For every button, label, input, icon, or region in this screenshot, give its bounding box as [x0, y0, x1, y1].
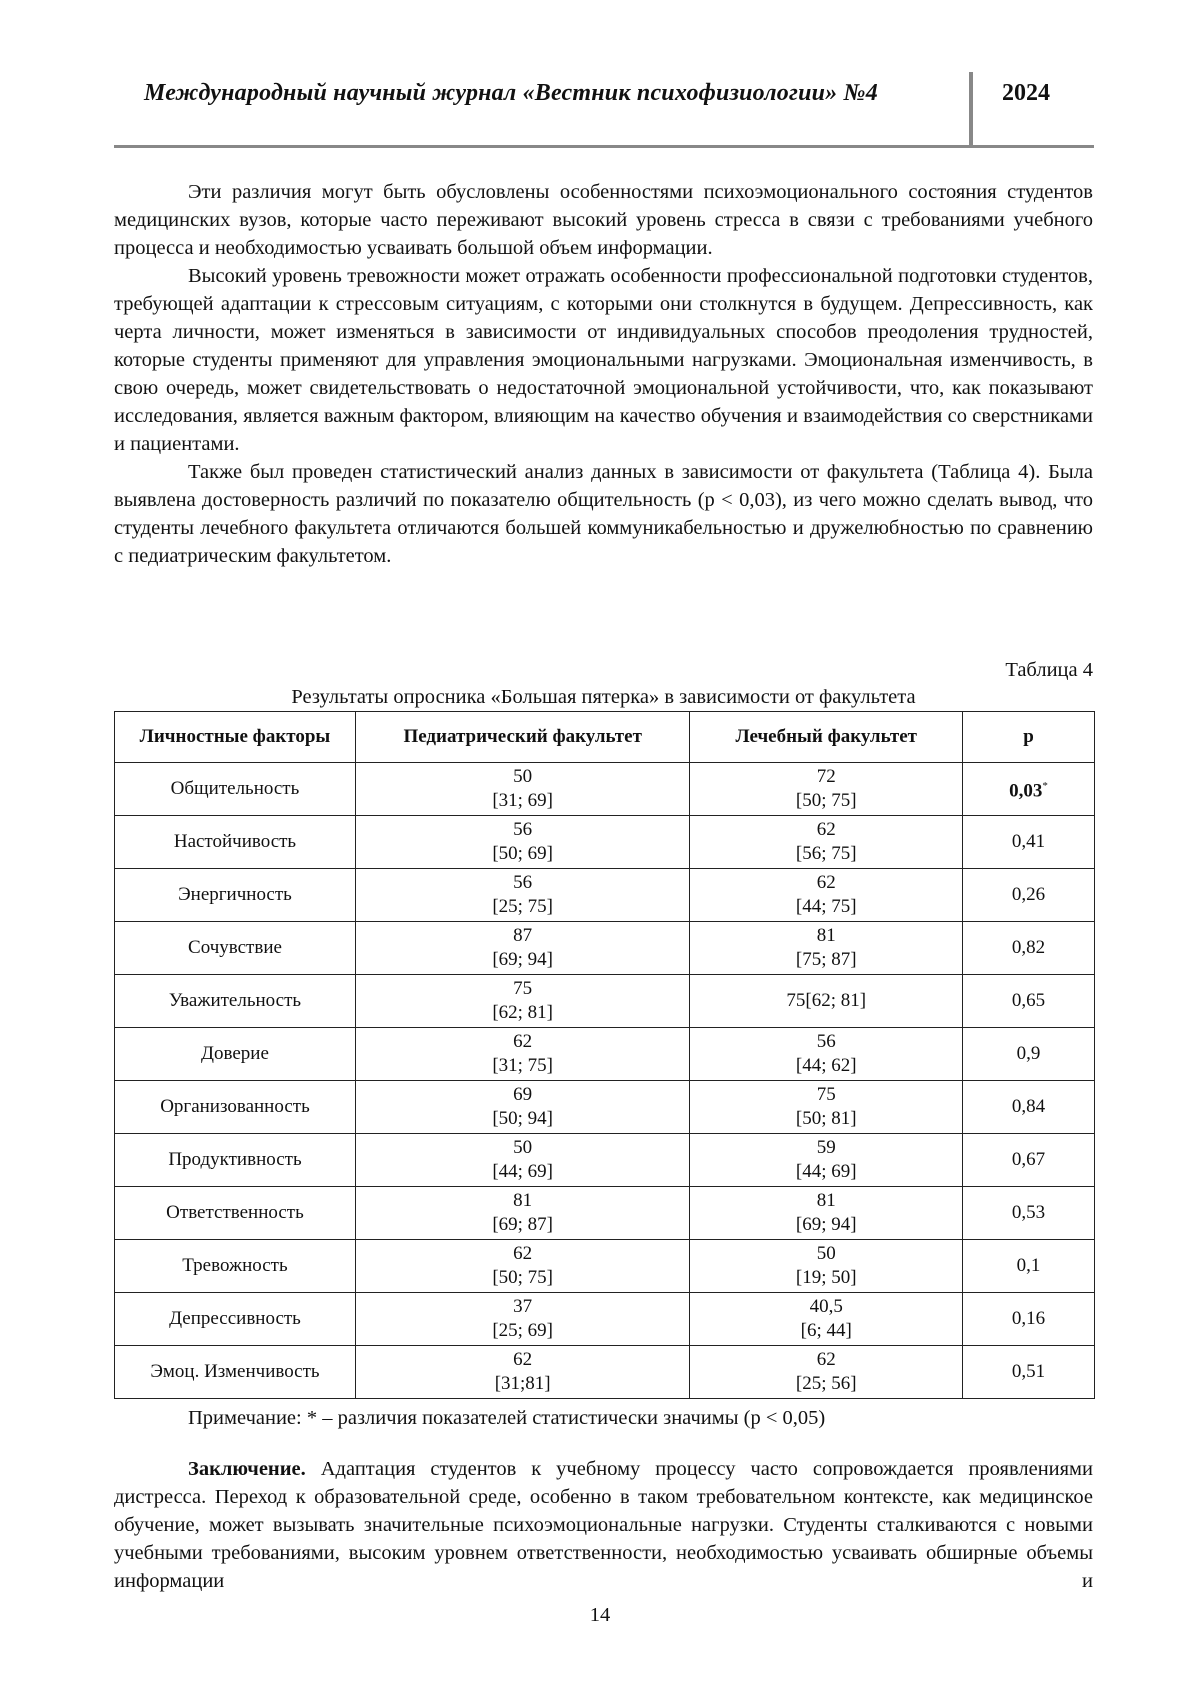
- pediatric-cell: [355, 922, 689, 975]
- conclusion-paragraph: [114, 1455, 1093, 1595]
- general-medicine-range: [44; 62]: [795, 1055, 857, 1076]
- pediatric-median: 62: [513, 1031, 533, 1052]
- general-medicine-median: 62: [816, 819, 836, 840]
- pediatric-cell: [355, 1134, 689, 1187]
- pediatric-median: 87: [513, 925, 533, 946]
- general-medicine-median: 40,5: [809, 1296, 843, 1317]
- conclusion-heading: Заключение.: [188, 1458, 306, 1480]
- general-medicine-range: [25; 56]: [795, 1373, 857, 1394]
- general-medicine-cell: [690, 1028, 963, 1081]
- pediatric-median: 81: [513, 1190, 533, 1211]
- factor-cell: Депрессивность: [115, 1293, 356, 1346]
- pediatric-cell: [355, 1240, 689, 1293]
- p-value-cell: 0,26: [963, 869, 1095, 922]
- p-value-cell: 0,53: [963, 1187, 1095, 1240]
- pediatric-range: [25; 75]: [492, 896, 554, 917]
- general-medicine-median: 50: [816, 1243, 836, 1264]
- pediatric-range: [31; 75]: [492, 1055, 554, 1076]
- pediatric-cell: [355, 816, 689, 869]
- p-value: 0,03: [1009, 780, 1043, 802]
- header-horizontal-divider: [114, 145, 1094, 148]
- general-medicine-cell: 75[62; 81]: [690, 975, 963, 1028]
- factor-cell: Тревожность: [115, 1240, 356, 1293]
- p-value-cell: 0,67: [963, 1134, 1095, 1187]
- table-row: [115, 763, 1095, 816]
- general-medicine-median: 72: [816, 766, 836, 787]
- general-medicine-cell: [690, 1134, 963, 1187]
- general-medicine-median: 81: [816, 1190, 836, 1211]
- factor-cell: Эмоц. Изменчивость: [115, 1346, 356, 1399]
- general-medicine-range: [44; 75]: [795, 896, 857, 917]
- pediatric-cell: [355, 1028, 689, 1081]
- table-row: [115, 1134, 1095, 1187]
- factor-cell: Настойчивость: [115, 816, 356, 869]
- general-medicine-cell: [690, 1187, 963, 1240]
- general-medicine-median: 62: [816, 872, 836, 893]
- pediatric-cell: [355, 1293, 689, 1346]
- general-medicine-range: [44; 69]: [795, 1161, 857, 1182]
- page-number: 14: [589, 1604, 611, 1626]
- pediatric-median: 50: [513, 1137, 533, 1158]
- table-label: Таблица 4: [1005, 659, 1093, 681]
- pediatric-median: 69: [513, 1084, 533, 1105]
- pediatric-median: 62: [513, 1349, 533, 1370]
- header-factors: Личностные факторы: [115, 712, 356, 763]
- general-medicine-range: [56; 75]: [795, 843, 857, 864]
- header-general-medicine: Лечебный факультет: [690, 712, 963, 763]
- paragraph-3: Также был проведен статистический анализ данных в зависимости от факультета (Таблица 4). Была выявлена достоверность различий по показателю общительность (p < 0,03), из чего можно сделать вывод, что студенты лечебного факультета отличаются большей коммуникабельностью и дружелюбностью по сравнению с педиатрическим факультетом.: [114, 461, 1093, 567]
- pediatric-range: [31;81]: [494, 1373, 551, 1394]
- pediatric-cell: [355, 975, 689, 1028]
- general-medicine-cell: [690, 816, 963, 869]
- conclusion-section: [114, 1455, 1093, 1595]
- p-value-cell-significant: [963, 763, 1095, 816]
- p-value-cell: 0,16: [963, 1293, 1095, 1346]
- general-medicine-cell: [690, 869, 963, 922]
- table-row: [115, 1028, 1095, 1081]
- general-medicine-range: [75; 87]: [795, 949, 857, 970]
- table-row: [115, 1240, 1095, 1293]
- factor-cell: Сочувствие: [115, 922, 356, 975]
- p-value-cell: 0,1: [963, 1240, 1095, 1293]
- general-medicine-range: [50; 81]: [795, 1108, 857, 1129]
- table-row: [115, 975, 1095, 1028]
- body-paragraphs: [114, 178, 1093, 570]
- factor-cell: Продуктивность: [115, 1134, 356, 1187]
- pediatric-range: [31; 69]: [492, 790, 554, 811]
- factor-cell: Уважительность: [115, 975, 356, 1028]
- pediatric-median: 50: [513, 766, 533, 787]
- pediatric-median: 37: [513, 1296, 533, 1317]
- general-medicine-range: [50; 75]: [795, 790, 857, 811]
- page-header: [114, 72, 1094, 148]
- pediatric-median: 56: [513, 819, 533, 840]
- header-pediatric: Педиатрический факультет: [355, 712, 689, 763]
- p-value-cell: 0,9: [963, 1028, 1095, 1081]
- p-value-cell: 0,51: [963, 1346, 1095, 1399]
- pediatric-range: [62; 81]: [492, 1002, 554, 1023]
- pediatric-range: [69; 87]: [492, 1214, 554, 1235]
- pediatric-cell: [355, 1081, 689, 1134]
- general-medicine-cell: [690, 1240, 963, 1293]
- p-value-cell: 0,82: [963, 922, 1095, 975]
- table-row: [115, 1081, 1095, 1134]
- paragraph-1: Эти различия могут быть обусловлены особенностями психоэмоционального состояния студентов медицинских вузов, которые часто переживают высокий уровень стресса в связи с требованиями учебного процесса и необходимостью усваивать большой объем информации.: [114, 181, 1093, 259]
- general-medicine-median: 75: [816, 1084, 836, 1105]
- pediatric-range: [50; 94]: [492, 1108, 554, 1129]
- table-row: [115, 922, 1095, 975]
- table-header-row: [115, 712, 1095, 763]
- pediatric-median: 62: [513, 1243, 533, 1264]
- pediatric-cell: [355, 763, 689, 816]
- pediatric-range: [69; 94]: [492, 949, 554, 970]
- factor-cell: Энергичность: [115, 869, 356, 922]
- table-row: [115, 1293, 1095, 1346]
- table-caption: Результаты опросника «Большая пятерка» в зависимости от факультета: [291, 686, 916, 708]
- p-value-cell: 0,65: [963, 975, 1095, 1028]
- general-medicine-cell: [690, 1346, 963, 1399]
- pediatric-cell: [355, 869, 689, 922]
- general-medicine-median: 56: [816, 1031, 836, 1052]
- factor-cell: Доверие: [115, 1028, 356, 1081]
- significance-mark: *: [1042, 780, 1048, 793]
- p-value-cell: 0,84: [963, 1081, 1095, 1134]
- pediatric-range: [44; 69]: [492, 1161, 554, 1182]
- general-medicine-range: [19; 50]: [795, 1267, 857, 1288]
- header-vertical-divider: [969, 72, 973, 146]
- general-medicine-cell: [690, 1293, 963, 1346]
- p-value-cell: 0,41: [963, 816, 1095, 869]
- general-medicine-median: 59: [816, 1137, 836, 1158]
- table-row: [115, 816, 1095, 869]
- pediatric-median: 56: [513, 872, 533, 893]
- general-medicine-cell: [690, 763, 963, 816]
- conclusion-text: Адаптация студентов к учебному процессу часто сопровождается проявлениями дистресса. Переход к образовательной среде, особенно в таком требовательном контексте, как медицинское обучение, может вызывать значительные психоэмоциональные нагрузки. Студенты сталкиваются с новыми учебными требованиями, высоким уровнем ответственности, необходимостью усваивать обширные объемы информации и: [114, 1458, 1094, 1592]
- general-medicine-cell: [690, 1081, 963, 1134]
- table-note: Примечание: * – различия показателей статистически значимы (p < 0,05): [188, 1407, 826, 1429]
- factor-cell: Ответственность: [115, 1187, 356, 1240]
- paragraph-2: Высокий уровень тревожности может отражать особенности профессиональной подготовки студентов, требующей адаптации к стрессовым ситуациям, с которыми они столкнутся в будущем. Депрессивность, как черта личности, может изменяться в зависимости от индивидуальных способов преодоления трудностей, которые студенты применяют для управления эмоциональными нагрузками. Эмоциональная изменчивость, в свою очередь, может свидетельствовать о недостаточной эмоциональной устойчивости, что, как показывают исследования, является важным фактором, влияющим на качество обучения и взаимодействия со сверстниками и пациентами.: [114, 265, 1093, 455]
- journal-title: Международный научный журнал «Вестник психофизиологии» №4: [144, 80, 878, 106]
- general-medicine-range: [69; 94]: [795, 1214, 857, 1235]
- table-row: [115, 1346, 1095, 1399]
- pediatric-cell: [355, 1187, 689, 1240]
- results-table: [114, 711, 1095, 1399]
- table-row: [115, 1187, 1095, 1240]
- general-medicine-median: 81: [816, 925, 836, 946]
- pediatric-range: [50; 69]: [492, 843, 554, 864]
- pediatric-cell: [355, 1346, 689, 1399]
- pediatric-median: 75: [513, 978, 533, 999]
- general-medicine-range: [6; 44]: [800, 1320, 852, 1341]
- header-p: p: [963, 712, 1095, 763]
- factor-cell: Общительность: [115, 763, 356, 816]
- factor-cell: Организованность: [115, 1081, 356, 1134]
- pediatric-range: [25; 69]: [492, 1320, 554, 1341]
- general-medicine-median: 62: [816, 1349, 836, 1370]
- journal-year: 2024: [1002, 80, 1050, 106]
- pediatric-range: [50; 75]: [492, 1267, 554, 1288]
- table-row: [115, 869, 1095, 922]
- general-medicine-cell: [690, 922, 963, 975]
